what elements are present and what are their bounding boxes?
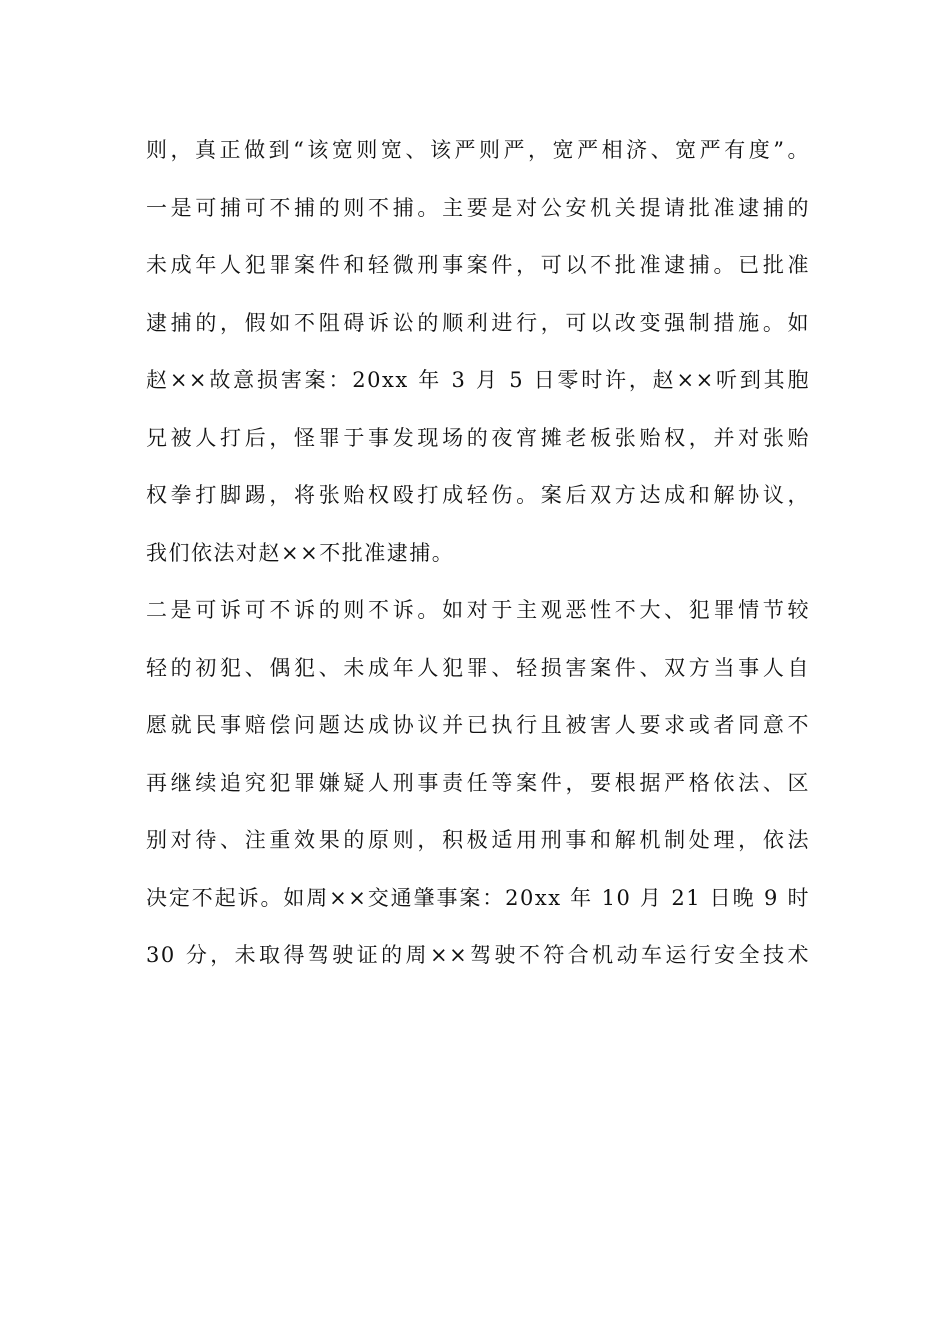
text-line: 逮捕的，假如不阻碍诉讼的顺利进行，可以改变强制措施。如: [146, 310, 810, 335]
text-line: 我们依法对赵××不批准逮捕。: [146, 540, 455, 565]
text-line: 赵××故意损害案：20xx 年 3 月 5 日零时许，赵××听到其胞: [146, 368, 810, 392]
text-line: 愿就民事赔偿问题达成协议并已执行且被害人要求或者同意不: [146, 713, 810, 737]
text-line: 二是可诉可不诉的则不诉。如对于主观恶性不大、犯罪情节较: [146, 598, 810, 622]
text-line: 轻的初犯、偶犯、未成年人犯罪、轻损害案件、双方当事人自: [146, 655, 810, 680]
text-line: 30 分，未取得驾驶证的周××驾驶不符合机动车运行安全技术: [146, 943, 810, 967]
text-line: 兄被人打后，怪罪于事发现场的夜宵摊老板张贻权，并对张贻: [146, 425, 810, 450]
text-line: 一是可捕可不捕的则不捕。主要是对公安机关提请批准逮捕的: [146, 195, 810, 220]
text-line: 未成年人犯罪案件和轻微刑事案件，可以不批准逮捕。已批准: [146, 253, 810, 277]
text-line: 决定不起诉。如周××交通肇事案：20xx 年 10 月 21 日晚 9 时: [146, 885, 810, 910]
text-line: 权拳打脚踢，将张贻权殴打成轻伤。案后双方达成和解协议，: [146, 483, 810, 507]
text-line: 再继续追究犯罪嫌疑人刑事责任等案件，要根据严格依法、区: [146, 770, 810, 795]
text-line: 则，真正做到“该宽则宽、该严则严，宽严相济、宽严有度”。: [146, 138, 810, 162]
body-text: [146, 128, 810, 991]
text-line: 别对待、注重效果的原则，积极适用刑事和解机制处理，依法: [146, 828, 810, 852]
